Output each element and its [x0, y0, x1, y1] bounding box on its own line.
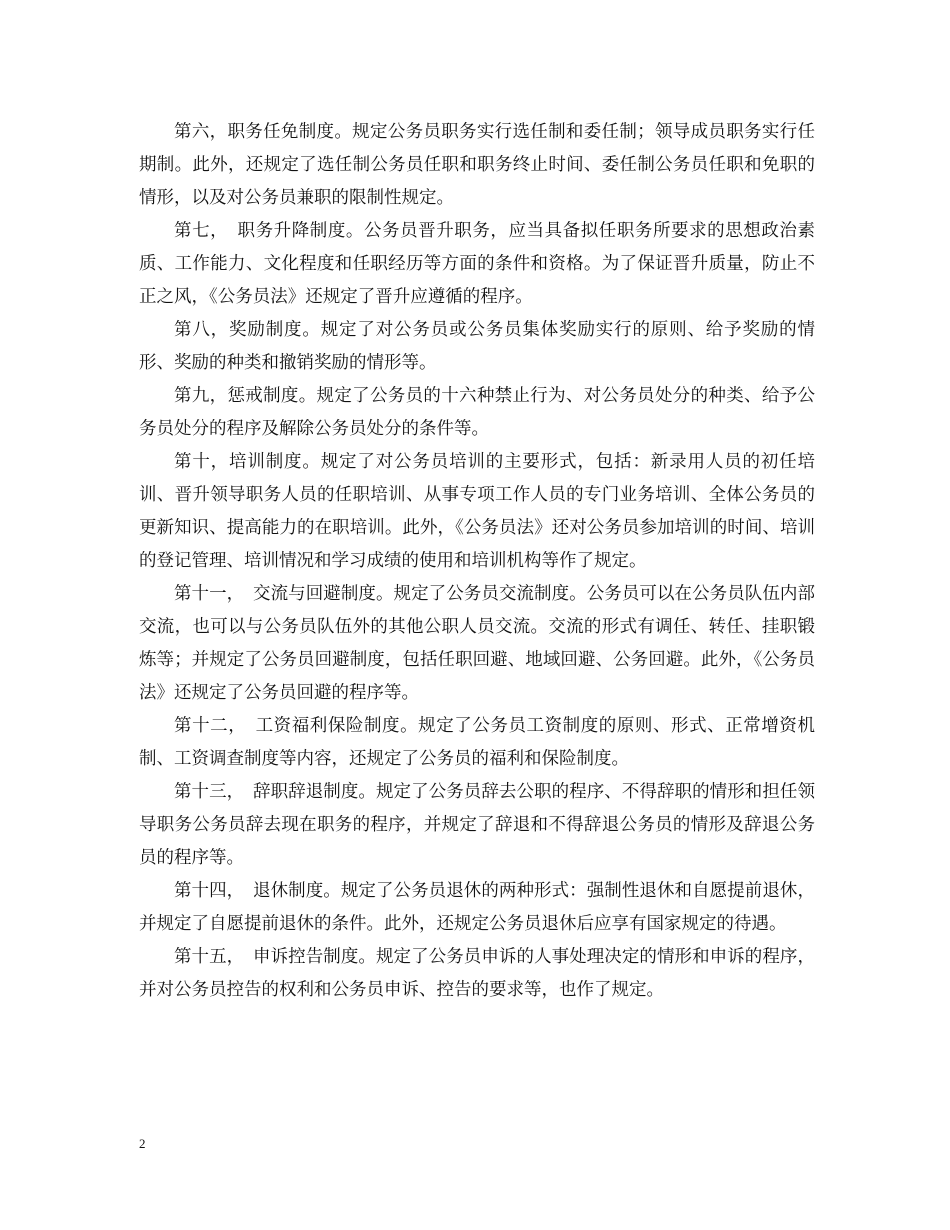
paragraph-article-9: 第九，惩戒制度。规定了公务员的十六种禁止行为、对公务员处分的种类、给予公务员处分的程序及解除公务员处分的条件等。 — [139, 386, 815, 439]
page-number: 2 — [139, 1136, 146, 1151]
document-body — [139, 116, 815, 1007]
paragraph-article-10: 第十，培训制度。规定了对公务员培训的主要形式，包括：新录用人员的初任培训、晋升领导职务人员的任职培训、从事专项工作人员的专门业务培训、全体公务员的更新知识、提高能力的在职培训。此外，《公务员法》还对公务员参加培训的时间、培训的登记管理、培训情况和学习成绩的使用和培训机构等作了规定。 — [139, 452, 815, 571]
paragraph-article-7: 第七， 职务升降制度。公务员晋升职务，应当具备拟任职务所要求的思想政治素质、工作能力、文化程度和任职经历等方面的条件和资格。为了保证晋升质量，防止不正之风，《公务员法》还规定了晋升应遵循的程序。 — [139, 221, 815, 307]
paragraph-article-12: 第十二， 工资福利保险制度。规定了公务员工资制度的原则、形式、正常增资机制、工资调查制度等内容，还规定了公务员的福利和保险制度。 — [139, 716, 815, 769]
paragraph-article-15: 第十五， 申诉控告制度。规定了公务员申诉的人事处理决定的情形和申诉的程序，并对公务员控告的权利和公务员申诉、控告的要求等，也作了规定。 — [139, 947, 815, 1000]
paragraph-article-11: 第十一， 交流与回避制度。规定了公务员交流制度。公务员可以在公务员队伍内部交流，也可以与公务员队伍外的其他公职人员交流。交流的形式有调任、转任、挂职锻炼等；并规定了公务员回避制度，包括任职回避、地域回避、公务回避。此外，《公务员法》还规定了公务员回避的程序等。 — [139, 584, 815, 703]
paragraph-article-13: 第十三， 辞职辞退制度。规定了公务员辞去公职的程序、不得辞职的情形和担任领导职务公务员辞去现在职务的程序，并规定了辞退和不得辞退公务员的情形及辞退公务员的程序等。 — [139, 782, 815, 868]
paragraph-article-8: 第八，奖励制度。规定了对公务员或公务员集体奖励实行的原则、给予奖励的情形、奖励的种类和撤销奖励的情形等。 — [139, 320, 815, 373]
paragraph-article-6: 第六，职务任免制度。规定公务员职务实行选任制和委任制；领导成员职务实行任期制。此外，还规定了选任制公务员任职和职务终止时间、委任制公务员任职和免职的情形，以及对公务员兼职的限制性规定。 — [139, 122, 815, 208]
paragraph-article-14: 第十四， 退休制度。规定了公务员退休的两种形式：强制性退休和自愿提前退休，并规定了自愿提前退休的条件。此外，还规定公务员退休后应享有国家规定的待遇。 — [139, 881, 815, 934]
